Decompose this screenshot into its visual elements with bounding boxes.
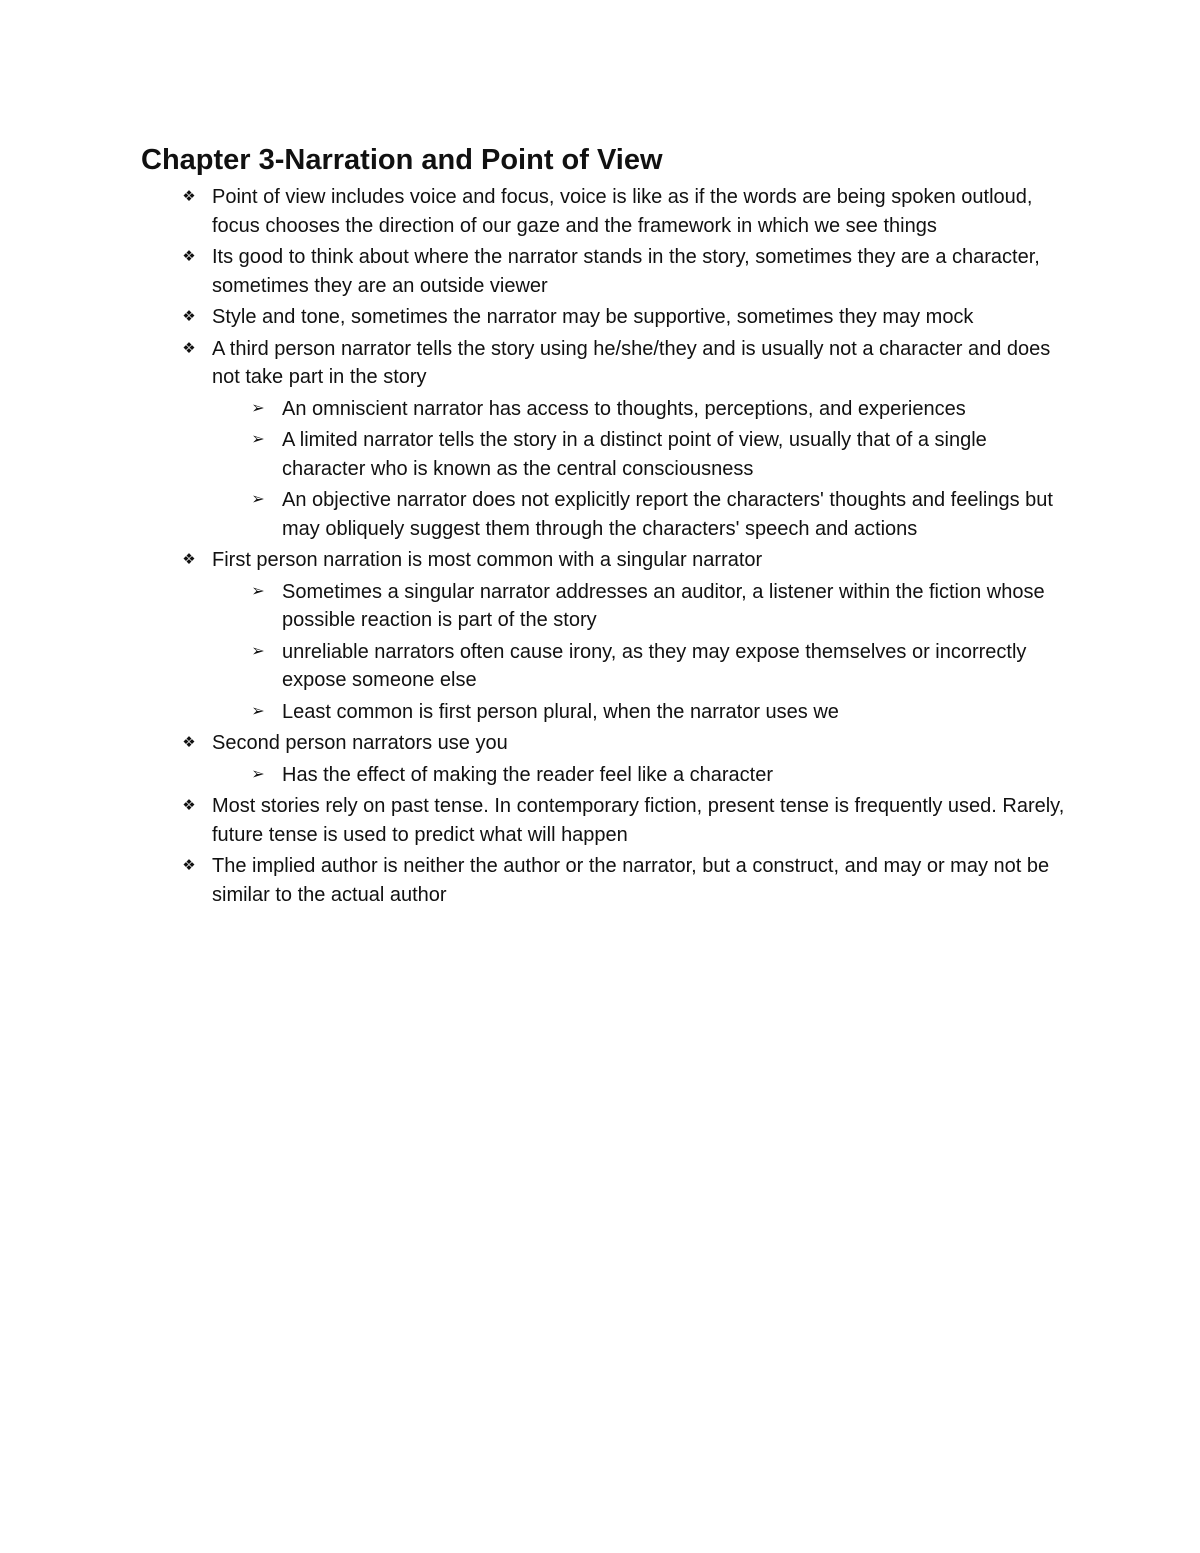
sub-list-item (212, 578, 1071, 635)
sub-list-item (212, 486, 1071, 543)
arrow-bullet-icon: ➢ (251, 491, 265, 508)
list-item-text: First person narration is most common with a singular narrator (212, 549, 763, 571)
diamond-bullet-icon: ❖ (182, 734, 196, 751)
diamond-bullet-icon: ❖ (182, 188, 196, 205)
arrow-bullet-icon: ➢ (251, 765, 265, 783)
list-item-text: A third person narrator tells the story using he/she/they and is usually not a character and does not take part in the story (212, 337, 1051, 388)
sub-list-item-text: Least common is first person plural, when the narrator uses we (282, 700, 839, 723)
sub-list-item (212, 395, 1071, 424)
list-item-text: Point of view includes voice and focus, voice is like as if the words are being spoken outloud, focus chooses the direction of our gaze and the framework in which we see things (212, 186, 1033, 237)
sub-list-item-text: Has the effect of making the reader feel like a character (282, 763, 774, 786)
list-item-text: Its good to think about where the narrator stands in the story, sometimes they are a character, sometimes they are an outside viewer (212, 246, 1040, 297)
arrow-bullet-icon: ➢ (251, 399, 265, 417)
chapter-title: Chapter 3-Narration and Point of View (141, 144, 663, 176)
diamond-bullet-icon: ❖ (182, 551, 196, 568)
sub-list-item (212, 426, 1071, 483)
diamond-bullet-icon: ❖ (182, 248, 196, 265)
sub-bullet-list (212, 578, 1071, 727)
sub-list-item-text: An objective narrator does not explicitly report the characters' thoughts and feelings but may obliquely suggest them through the characters' speech and actions (282, 489, 1053, 540)
sub-list-item-text: Sometimes a singular narrator addresses an auditor, a listener within the fiction whose possible reaction is part of the story (282, 580, 1045, 631)
sub-bullet-list (212, 761, 1071, 790)
diamond-bullet-icon: ❖ (182, 308, 196, 325)
sub-list-item (212, 638, 1071, 695)
list-item (141, 303, 1071, 332)
sub-list-item (212, 698, 1071, 727)
sub-list-item-text: A limited narrator tells the story in a distinct point of view, usually that of a single character who is known as the central consciousness (282, 429, 987, 480)
list-item (141, 852, 1071, 909)
list-item (141, 335, 1071, 544)
list-item-text: Style and tone, sometimes the narrator may be supportive, sometimes they may mock (212, 306, 974, 328)
document-content (141, 140, 1071, 912)
diamond-bullet-icon: ❖ (182, 797, 196, 814)
sub-list-item-text: An omniscient narrator has access to thoughts, perceptions, and experiences (282, 397, 966, 420)
list-item (141, 729, 1071, 789)
sub-list-item (212, 761, 1071, 790)
diamond-bullet-icon: ❖ (182, 339, 196, 357)
list-item (141, 243, 1071, 300)
list-item (141, 546, 1071, 726)
sub-list-item-text: unreliable narrators often cause irony, as they may expose themselves or incorrectly expose someone else (282, 640, 1027, 691)
arrow-bullet-icon: ➢ (251, 582, 265, 600)
arrow-bullet-icon: ➢ (251, 431, 265, 448)
list-item-text: The implied author is neither the author or the narrator, but a construct, and may or may not be similar to the actual author (212, 855, 1050, 906)
list-item (141, 183, 1071, 240)
sub-bullet-list (212, 395, 1071, 544)
diamond-bullet-icon: ❖ (182, 857, 196, 874)
list-item (141, 792, 1071, 849)
bullet-list (141, 183, 1071, 909)
arrow-bullet-icon: ➢ (251, 642, 265, 660)
list-item-text: Second person narrators use you (212, 732, 508, 754)
arrow-bullet-icon: ➢ (251, 702, 265, 720)
list-item-text: Most stories rely on past tense. In contemporary fiction, present tense is frequently used. Rarely, future tense is used to predict what will happen (212, 795, 1065, 846)
